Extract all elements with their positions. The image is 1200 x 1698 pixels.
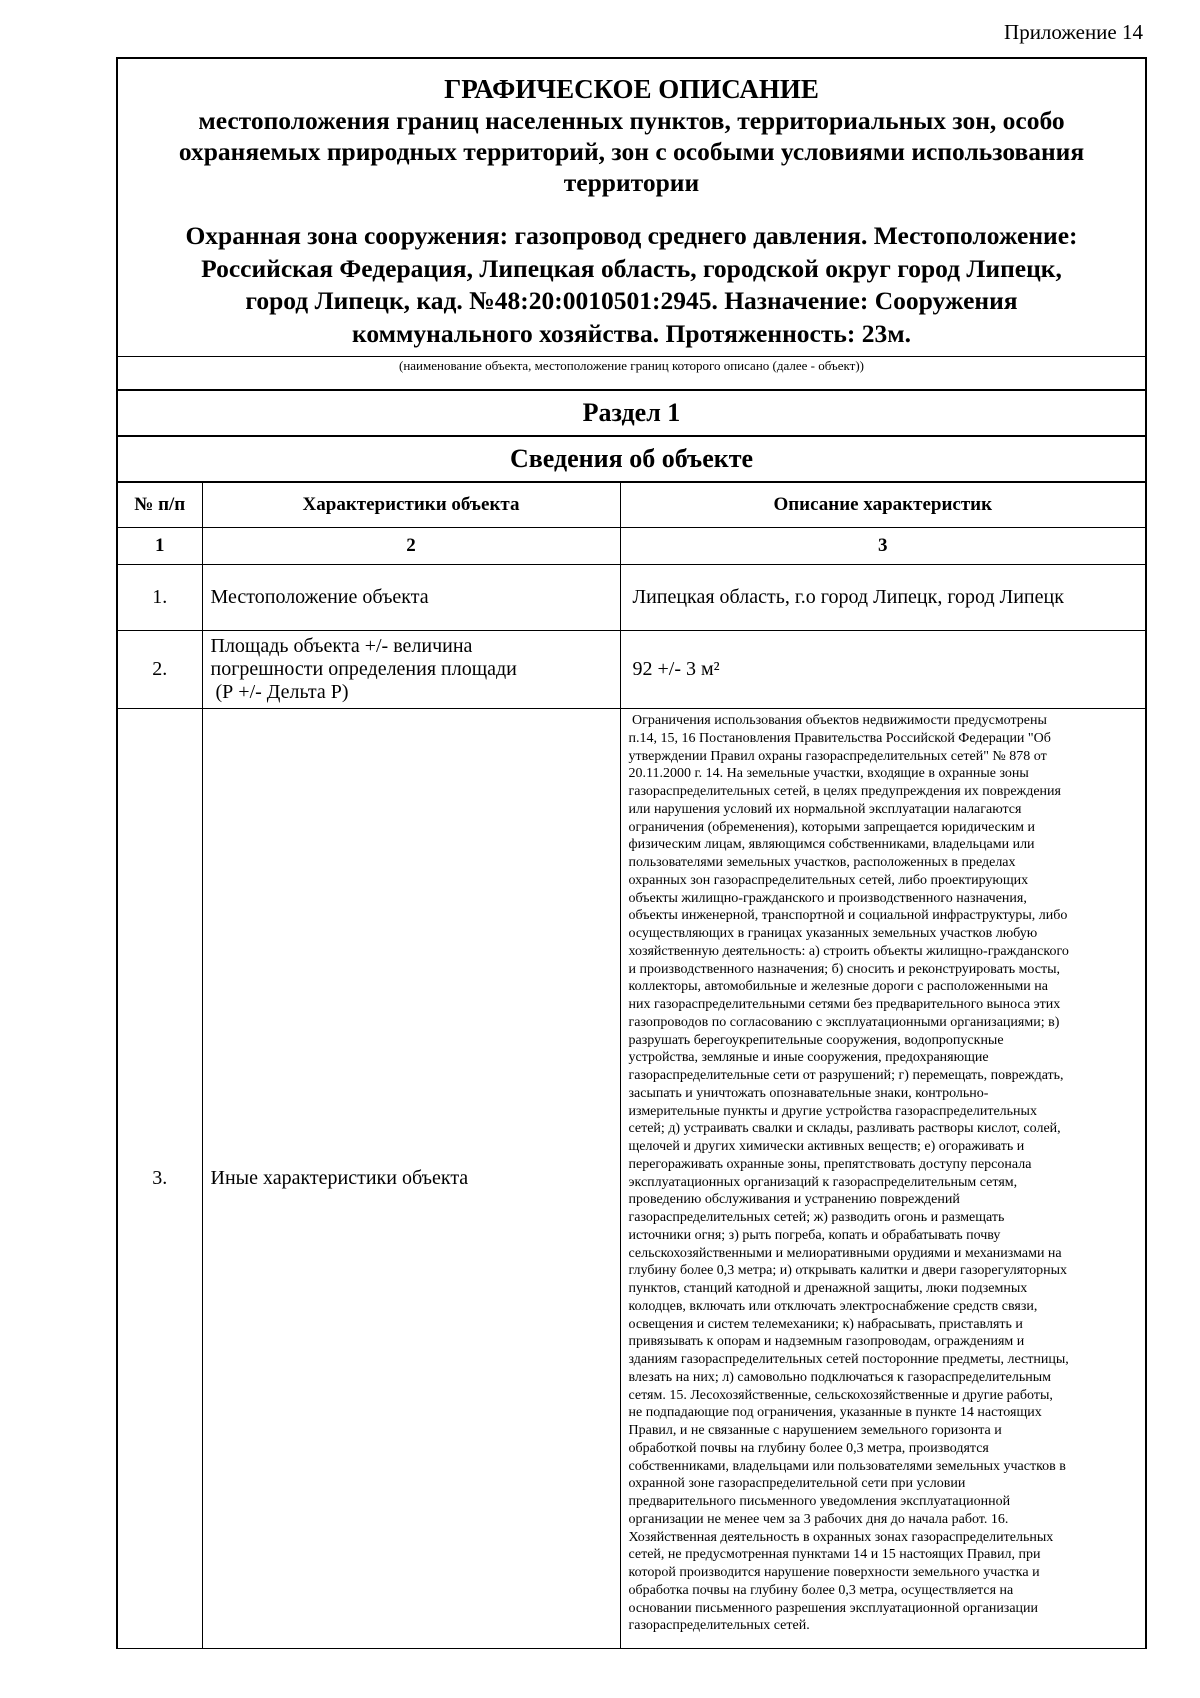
- row-value: 92 +/- 3 м²: [620, 631, 1145, 709]
- document-header: [118, 59, 1145, 391]
- restriction-line: п.14, 15, 16 Постановления Правительства Российской Федерации "Об: [628, 730, 1051, 746]
- header-cell: Характеристики объекта: [202, 483, 620, 528]
- restriction-line: разрушать берегоукрепительные сооружения, водопропускные: [628, 1032, 1004, 1048]
- row-number: 2.: [118, 631, 202, 709]
- header-cell: № п/п: [118, 483, 202, 528]
- restriction-line: осуществляющих в границах указанных земельных участков любую: [628, 926, 1038, 941]
- restriction-line: измерительные пункты и другие устройства газораспределительных: [628, 1103, 1037, 1119]
- restriction-line: или нарушения условий их нормальной эксплуатации налагаются: [628, 801, 1022, 817]
- restriction-line: колодцев, включать или отключать электроснабжение средств связи,: [628, 1298, 1038, 1314]
- restriction-line: основании письменного разрешения эксплуатационной организации: [628, 1600, 1039, 1616]
- row-label: Местоположение объекта: [202, 565, 620, 631]
- restriction-line: эксплуатационных организаций к газораспределительным сетям,: [628, 1174, 1018, 1190]
- restriction-line: сетей, не предусмотренная пунктами 14 и 15 настоящих Правил, при: [628, 1547, 1041, 1563]
- object-name: [118, 220, 1145, 350]
- restriction-line: охранной зоне газораспределительной сети при условии: [628, 1476, 966, 1492]
- section-subtitle: Сведения об объекте: [118, 437, 1145, 483]
- row-value: Липецкая область, г.о город Липецк, город Липецк: [620, 565, 1145, 631]
- restriction-line: хозяйственную деятельность: а) строить объекты жилищно-гражданского: [628, 943, 1069, 959]
- restriction-line: ограничения (обременения), которыми запрещается юридическим и: [628, 819, 1036, 835]
- restriction-line: газораспределительных сетей.: [628, 1618, 810, 1634]
- restriction-line: зданиям газораспределительных сетей посторонние предметы, лестницы,: [628, 1352, 1069, 1367]
- row-label: Иные характеристики объекта: [202, 709, 620, 1649]
- restriction-line: перегораживать охранные зоны, препятствовать доступу персонала: [628, 1156, 1032, 1172]
- restriction-line: объекты инженерной, транспортной и социальной инфраструктуры, либо: [628, 908, 1068, 924]
- row-label-line: (Р +/- Дельта Р): [210, 681, 349, 703]
- object-line: коммунального хозяйства. Протяженность: 23м.: [352, 318, 911, 348]
- restriction-line: объекты жилищно-гражданского и производственного назначения,: [628, 890, 1027, 906]
- column-number: 2: [202, 528, 620, 565]
- restriction-line: газопроводов по согласованию с эксплуатационными организациями; в): [628, 1014, 1060, 1030]
- restriction-line: не подпадающие под ограничения, указанные в пункте 14 настоящих: [628, 1405, 1042, 1421]
- restriction-line: сетей; д) устраивать свалки и склады, разливать растворы кислот, солей,: [628, 1121, 1061, 1137]
- restriction-line: 20.11.2000 г. 14. На земельные участки, входящие в охранные зоны: [628, 766, 1029, 782]
- restriction-line: проведению обслуживания и устранению повреждений: [628, 1192, 960, 1208]
- row-number: 3.: [118, 709, 202, 1649]
- row-label-line: Площадь объекта +/- величина: [210, 635, 473, 657]
- restriction-line: собственниками, владельцами или пользователями земельных участков в: [628, 1458, 1066, 1474]
- column-number: 1: [118, 528, 202, 565]
- restriction-line: пользователями земельных участков, расположенных в пределах: [628, 855, 1016, 870]
- restriction-line: организации не менее чем за 3 рабочих дня до начала работ. 16.: [628, 1511, 1009, 1527]
- restriction-line: Хозяйственная деятельность в охранных зонах газораспределительных: [628, 1529, 1054, 1545]
- table-row: [118, 631, 1145, 709]
- object-caption: (наименование объекта, местоположение границ которого описано (далее - объект)): [118, 357, 1145, 391]
- restriction-line: Ограничения использования объектов недвижимости предусмотрены: [628, 713, 1047, 728]
- restriction-line: обработкой почвы на глубину более 0,3 метра, производятся: [628, 1440, 989, 1456]
- table-column-numbers-row: [118, 528, 1145, 565]
- restriction-line: источники огня; з) рыть погреба, копать и обрабатывать почву: [628, 1227, 1001, 1243]
- object-line: Российская Федерация, Липецкая область, городской округ город Липецк,: [201, 253, 1062, 283]
- restriction-line: коллекторы, автомобильные и железные дороги с расположенными на: [628, 979, 1048, 995]
- restriction-line: газораспределительных сетей; ж) разводить огонь и размещать: [628, 1210, 1005, 1225]
- subtitle-line: местоположения границ населенных пунктов, территориальных зон, особо: [198, 106, 1065, 135]
- table-row: [118, 565, 1145, 631]
- restriction-line: них газораспределительными сетями без предварительного выноса этих: [628, 997, 1061, 1012]
- restriction-line: предварительного письменного уведомления эксплуатационной: [628, 1494, 1011, 1509]
- object-line: город Липецк, кад. №48:20:0010501:2945. Назначение: Сооружения: [245, 286, 1018, 315]
- restriction-text: [629, 712, 1144, 1635]
- row-label: [202, 631, 620, 709]
- restriction-line: глубину более 0,3 метра; и) открывать калитки и двери газорегуляторных: [628, 1263, 1068, 1279]
- restriction-line: привязывать к опорам и надземным газопроводам, ограждениям и: [628, 1334, 1025, 1350]
- restriction-line: пунктов, станций катодной и дренажной защиты, люки подземных: [628, 1281, 1028, 1296]
- document-frame: [116, 57, 1147, 1649]
- restriction-line: газораспределительные сети от разрушений; г) перемещать, повреждать,: [628, 1068, 1064, 1083]
- restriction-line: утверждении Правил охраны газораспределительных сетей" № 878 от: [628, 748, 1047, 764]
- restriction-line: сельскохозяйственными и мелиоративными орудиями и механизмами на: [628, 1245, 1062, 1261]
- subtitle-line: охраняемых природных территорий, зон с особыми условиями использования: [178, 137, 1085, 166]
- restriction-line: сетям. 15. Лесохозяйственные, сельскохозяйственные и другие работы,: [628, 1387, 1053, 1403]
- restriction-line: щелочей и других химически активных веществ; е) огораживать и: [628, 1139, 1025, 1154]
- header-cell: Описание характеристик: [620, 483, 1145, 528]
- restriction-line: и производственного назначения; б) сносить и реконструировать мосты,: [628, 961, 1061, 977]
- table-header-row: [118, 483, 1145, 528]
- restriction-line: засыпать и уничтожать опознавательные знаки, контрольно-: [628, 1085, 989, 1101]
- object-line: Охранная зона сооружения: газопровод среднего давления. Местоположение:: [185, 221, 1078, 250]
- section-title: Раздел 1: [118, 391, 1145, 437]
- restriction-line: устройства, земляные и иные сооружения, предохраняющие: [628, 1050, 989, 1066]
- object-info-table: [118, 483, 1145, 1649]
- restriction-line: влезать на них; л) самовольно подключаться к газораспределительным: [628, 1369, 1051, 1385]
- row-label-line: погрешности определения площади: [210, 658, 517, 680]
- restriction-line: обработка почвы на глубину более 0,3 метра, осуществляется на: [628, 1582, 1014, 1598]
- row-number: 1.: [118, 565, 202, 631]
- restriction-line: Правил, и не связанные с нарушением земельного горизонта и: [628, 1423, 1002, 1438]
- restriction-line: газораспределительных сетей, в целях предупреждения их повреждения: [628, 784, 1061, 799]
- document-subtitle: [118, 105, 1145, 198]
- column-number: 3: [620, 528, 1145, 565]
- table-row: [118, 709, 1145, 1649]
- restriction-line: которой производится нарушение поверхности земельного участка и: [628, 1565, 1040, 1580]
- restriction-line: физическим лицам, являющимся собственниками, владельцами или: [628, 837, 1035, 853]
- restriction-line: освещения и систем телемеханики; к) набрасывать, приставлять и: [628, 1316, 1023, 1332]
- document-title: ГРАФИЧЕСКОЕ ОПИСАНИЕ: [444, 74, 819, 104]
- restriction-line: охранных зон газораспределительных сетей, либо проектирующих: [628, 872, 1029, 888]
- appendix-label: Приложение 14: [1004, 20, 1143, 44]
- row-value-restrictions: [620, 709, 1145, 1649]
- subtitle-line: территории: [563, 168, 700, 197]
